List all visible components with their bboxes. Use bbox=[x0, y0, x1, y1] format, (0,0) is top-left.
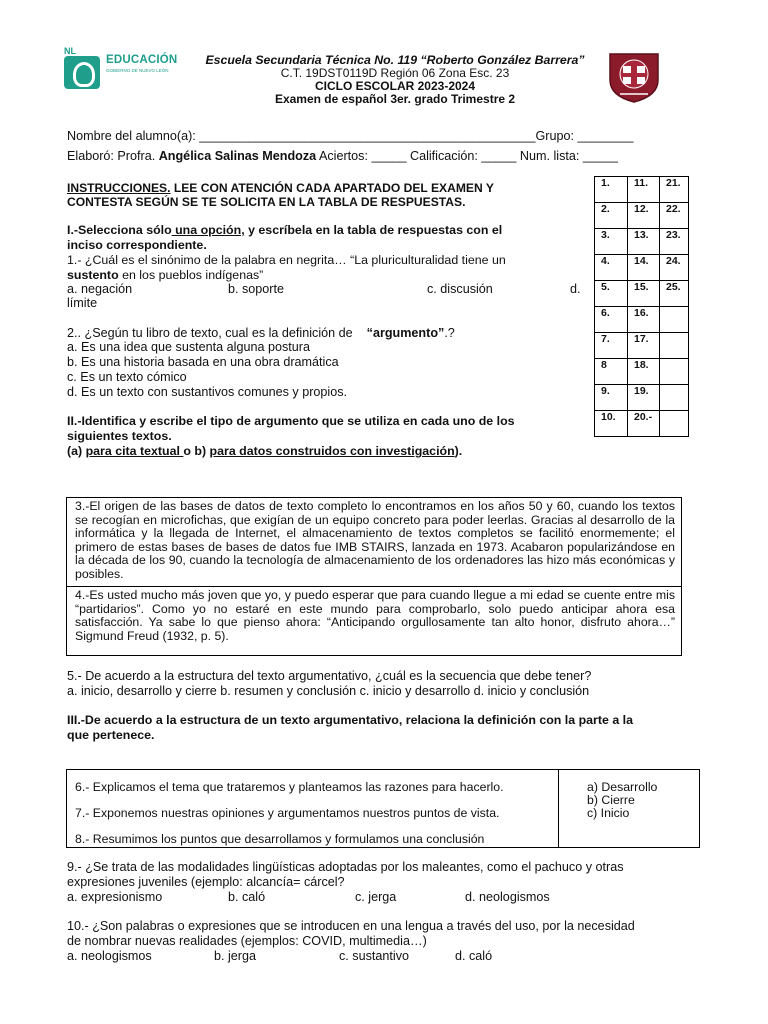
answer-row bbox=[595, 411, 689, 437]
section-1-line2: inciso correspondiente. bbox=[67, 238, 207, 252]
answer-cell[interactable]: 19. bbox=[628, 385, 660, 411]
answer-cell[interactable]: 6. bbox=[595, 307, 628, 333]
section-1-c: y escríbela en la tabla de respuestas con el bbox=[244, 223, 503, 237]
answer-cell[interactable]: 7. bbox=[595, 333, 628, 359]
q9-option-a[interactable]: a. expresionismo bbox=[67, 890, 163, 904]
answer-cell[interactable] bbox=[660, 411, 689, 437]
group-field[interactable]: Grupo: ________ bbox=[535, 129, 634, 143]
section-2-line1: II.-Identifica y escribe el tipo de argumento que se utiliza en cada uno de los bbox=[67, 414, 515, 428]
q1-option-b[interactable]: b. soporte bbox=[228, 282, 285, 296]
q5-options[interactable]: a. inicio, desarrollo y cierre b. resumen y conclusión c. inicio y desarrollo d. inicio y conclusión bbox=[67, 684, 590, 698]
answer-cell[interactable]: 16. bbox=[628, 307, 660, 333]
answer-cell[interactable]: 25. bbox=[660, 281, 689, 307]
q2-word: “argumento” bbox=[366, 326, 445, 340]
answer-cell[interactable]: 11. bbox=[628, 177, 660, 203]
score-fields[interactable]: Aciertos: _____ Calificación: _____ Num. lista: _____ bbox=[316, 149, 618, 163]
answer-cell[interactable]: 15. bbox=[628, 281, 660, 307]
question-9-line2: expresiones juveniles (ejemplo: alcancía= cárcel? bbox=[67, 875, 345, 889]
section-2-line2: siguientes textos. bbox=[67, 429, 172, 443]
answer-cell[interactable]: 14. bbox=[628, 255, 660, 281]
answer-cell[interactable]: 12. bbox=[628, 203, 660, 229]
answer-row bbox=[595, 359, 689, 385]
q1-line1: 1.- ¿Cuál es el sinónimo de la palabra en negrita… “La pluriculturalidad tiene un bbox=[67, 253, 506, 267]
q9-option-d[interactable]: d. neologismos bbox=[465, 890, 550, 904]
answer-row bbox=[595, 307, 689, 333]
section-2-l3b: para cita textual bbox=[85, 444, 184, 458]
answer-cell[interactable]: 20.- bbox=[628, 411, 660, 437]
answer-cell[interactable]: 23. bbox=[660, 229, 689, 255]
answer-cell[interactable]: 22. bbox=[660, 203, 689, 229]
answer-row bbox=[595, 203, 689, 229]
answer-row bbox=[595, 177, 689, 203]
section-2-heading bbox=[67, 414, 584, 459]
q2-tail: .? bbox=[444, 326, 455, 340]
match-option-b: b) Cierre bbox=[587, 793, 635, 807]
q1-option-c[interactable]: c. discusión bbox=[427, 282, 493, 296]
q2-option-a[interactable]: a. Es una idea que sustenta alguna postura bbox=[67, 340, 310, 354]
document-header bbox=[180, 54, 610, 106]
q10-option-b[interactable]: b. jerga bbox=[214, 949, 257, 963]
q9-option-b[interactable]: b. caló bbox=[228, 890, 266, 904]
q1-line2: en los pueblos indígenas” bbox=[118, 268, 264, 282]
answer-cell[interactable]: 8 bbox=[595, 359, 628, 385]
elaboro-line bbox=[67, 149, 618, 164]
match-options bbox=[587, 781, 657, 820]
section-3-line2: que pertenece. bbox=[67, 728, 155, 742]
answer-cell[interactable]: 5. bbox=[595, 281, 628, 307]
section-2-l3a: (a) bbox=[67, 444, 86, 458]
logo-subtitle: GOBIERNO DE NUEVO LEÓN bbox=[106, 68, 169, 73]
question-7-text: 7.- Exponemos nuestras opiniones y argumentamos nuestros puntos de vista. bbox=[75, 806, 500, 820]
education-logo bbox=[64, 46, 192, 92]
instructions-line-2: CONTESTA SEGÚN SE TE SOLICITA EN LA TABLA DE RESPUESTAS. bbox=[67, 195, 466, 209]
section-2-l3e: ). bbox=[454, 444, 463, 458]
answer-cell[interactable]: 2. bbox=[595, 203, 628, 229]
q2-line1: 2.. ¿Según tu libro de texto, cual es la definición de bbox=[67, 326, 353, 340]
exam-title: Examen de español 3er. grado Trimestre 2 bbox=[274, 92, 516, 106]
texts-box-divider bbox=[66, 586, 682, 587]
answer-cell[interactable] bbox=[660, 385, 689, 411]
teacher-name: Angélica Salinas Mendoza bbox=[158, 149, 317, 163]
question-1 bbox=[67, 253, 584, 283]
question-8-text: 8.- Resumimos los puntos que desarrollamos y formulamos una conclusión bbox=[75, 832, 485, 846]
answer-cell[interactable]: 21. bbox=[660, 177, 689, 203]
matching-divider bbox=[558, 769, 559, 848]
question-5: 5.- De acuerdo a la estructura del texto argumentativo, ¿cuál es la secuencia que debe tener? bbox=[67, 669, 592, 683]
q2-option-c[interactable]: c. Es un texto cómico bbox=[67, 370, 187, 384]
instructions-text: LEE CON ATENCIÓN CADA APARTADO DEL EXAMEN Y bbox=[170, 181, 494, 195]
answer-cell[interactable]: 9. bbox=[595, 385, 628, 411]
question-6-text: 6.- Explicamos el tema que trataremos y planteamos las razones para hacerlo. bbox=[75, 780, 504, 794]
elaboro-label: Elaboró: Profra. bbox=[67, 149, 159, 163]
section-1-b: una opción, bbox=[171, 223, 245, 237]
answer-table bbox=[594, 176, 689, 437]
section-2-l3d: para datos construidos con investigación bbox=[209, 444, 455, 458]
instructions-line bbox=[67, 181, 494, 196]
answer-row bbox=[595, 229, 689, 255]
q10-option-a[interactable]: a. neologismos bbox=[67, 949, 152, 963]
question-10-line1: 10.- ¿Son palabras o expresiones que se introducen en una lengua a través del uso, por la necesidad bbox=[67, 919, 635, 933]
answer-row bbox=[595, 255, 689, 281]
student-name-field[interactable]: Nombre del alumno(a): ________________________________________________ bbox=[67, 129, 536, 143]
match-option-a: a) Desarrollo bbox=[587, 780, 658, 794]
section-3-heading bbox=[67, 713, 707, 743]
answer-cell[interactable]: 4. bbox=[595, 255, 628, 281]
q1-word: sustento bbox=[67, 268, 119, 282]
answer-cell[interactable] bbox=[660, 333, 689, 359]
logo-nl-text: NL bbox=[64, 46, 76, 56]
answer-row bbox=[595, 281, 689, 307]
q1-option-d-text[interactable]: límite bbox=[67, 296, 98, 310]
answer-cell[interactable]: 24. bbox=[660, 255, 689, 281]
answer-cell[interactable]: 13. bbox=[628, 229, 660, 255]
question-3-text: 3.-El origen de las bases de datos de texto completo lo encontramos en los años 50 y 60, cuando los textos se recogían en microfichas, que exigían de un equipo concreto para poder leerlas. Gracias al desarrollo de la informática y la llegada de Internet, el almacenamiento de textos completos se facilitó enormemente; el primero de estas bases de bases de datos fue IMB STAIRS, lanzada en 1973. Acabaron popularizándose en la década de los 90, cuando la tecnología de almacenamiento de los ordenadores las hizo más económicas y posibles. bbox=[75, 499, 675, 581]
question-9-line1: 9.- ¿Se trata de las modalidades lingüísticas adoptadas por los maleantes, como el pachuco y otras bbox=[67, 860, 624, 874]
q2-option-d[interactable]: d. Es un texto con sustantivos comunes y propios. bbox=[67, 385, 348, 399]
q10-option-d[interactable]: d. caló bbox=[455, 949, 493, 963]
answer-cell[interactable] bbox=[660, 307, 689, 333]
student-name-line[interactable] bbox=[67, 129, 634, 144]
school-name: Escuela Secundaria Técnica No. 119 “Roberto González Barrera” bbox=[205, 53, 585, 67]
question-2 bbox=[67, 326, 455, 341]
question-4-text: 4.-Es usted mucho más joven que yo, y puedo esperar que para cuando llegue a mi edad se cuente entre mis “partidarios”. Como yo no estaré en este mundo para comprobarlo, solo puedo anticipar ahora esa satisfacción. Ya sabe lo que pienso ahora: “Anticipando orgullosamente tan alto honor, disfruto ahora…” Sigmund Freud (1932, p. 5). bbox=[75, 588, 675, 643]
match-option-c: c) Inicio bbox=[587, 806, 630, 820]
answer-cell[interactable]: 10. bbox=[595, 411, 628, 437]
section-1-heading bbox=[67, 223, 584, 253]
q9-option-c[interactable]: c. jerga bbox=[355, 890, 397, 904]
answer-cell[interactable]: 1. bbox=[595, 177, 628, 203]
answer-cell[interactable]: 17. bbox=[628, 333, 660, 359]
answer-cell[interactable] bbox=[660, 359, 689, 385]
q10-option-c[interactable]: c. sustantivo bbox=[339, 949, 409, 963]
instructions-label: INSTRUCCIONES. bbox=[67, 181, 171, 195]
answer-cell[interactable]: 18. bbox=[628, 359, 660, 385]
answer-cell[interactable]: 3. bbox=[595, 229, 628, 255]
section-3-line1: III.-De acuerdo a la estructura de un texto argumentativo, relaciona la definición con la parte a la bbox=[67, 713, 633, 727]
logo-emblem-icon bbox=[64, 56, 100, 89]
school-cycle: CICLO ESCOLAR 2023-2024 bbox=[314, 79, 476, 93]
question-10-line2: de nombrar nuevas realidades (ejemplos: COVID, multimedia…) bbox=[67, 934, 427, 948]
q2-option-b[interactable]: b. Es una historia basada en una obra dramática bbox=[67, 355, 339, 369]
logo-title: EDUCACIÓN bbox=[106, 54, 178, 66]
q1-option-d[interactable]: d. bbox=[570, 282, 581, 296]
section-2-l3c: o b) bbox=[183, 444, 210, 458]
answer-row bbox=[595, 385, 689, 411]
section-1-a: I.-Selecciona sólo bbox=[67, 223, 172, 237]
school-ct-line: C.T. 19DST0119D Región 06 Zona Esc. 23 bbox=[280, 66, 510, 80]
q1-option-a[interactable]: a. negación bbox=[67, 282, 133, 296]
school-seal-icon bbox=[606, 50, 662, 104]
answer-row bbox=[595, 333, 689, 359]
